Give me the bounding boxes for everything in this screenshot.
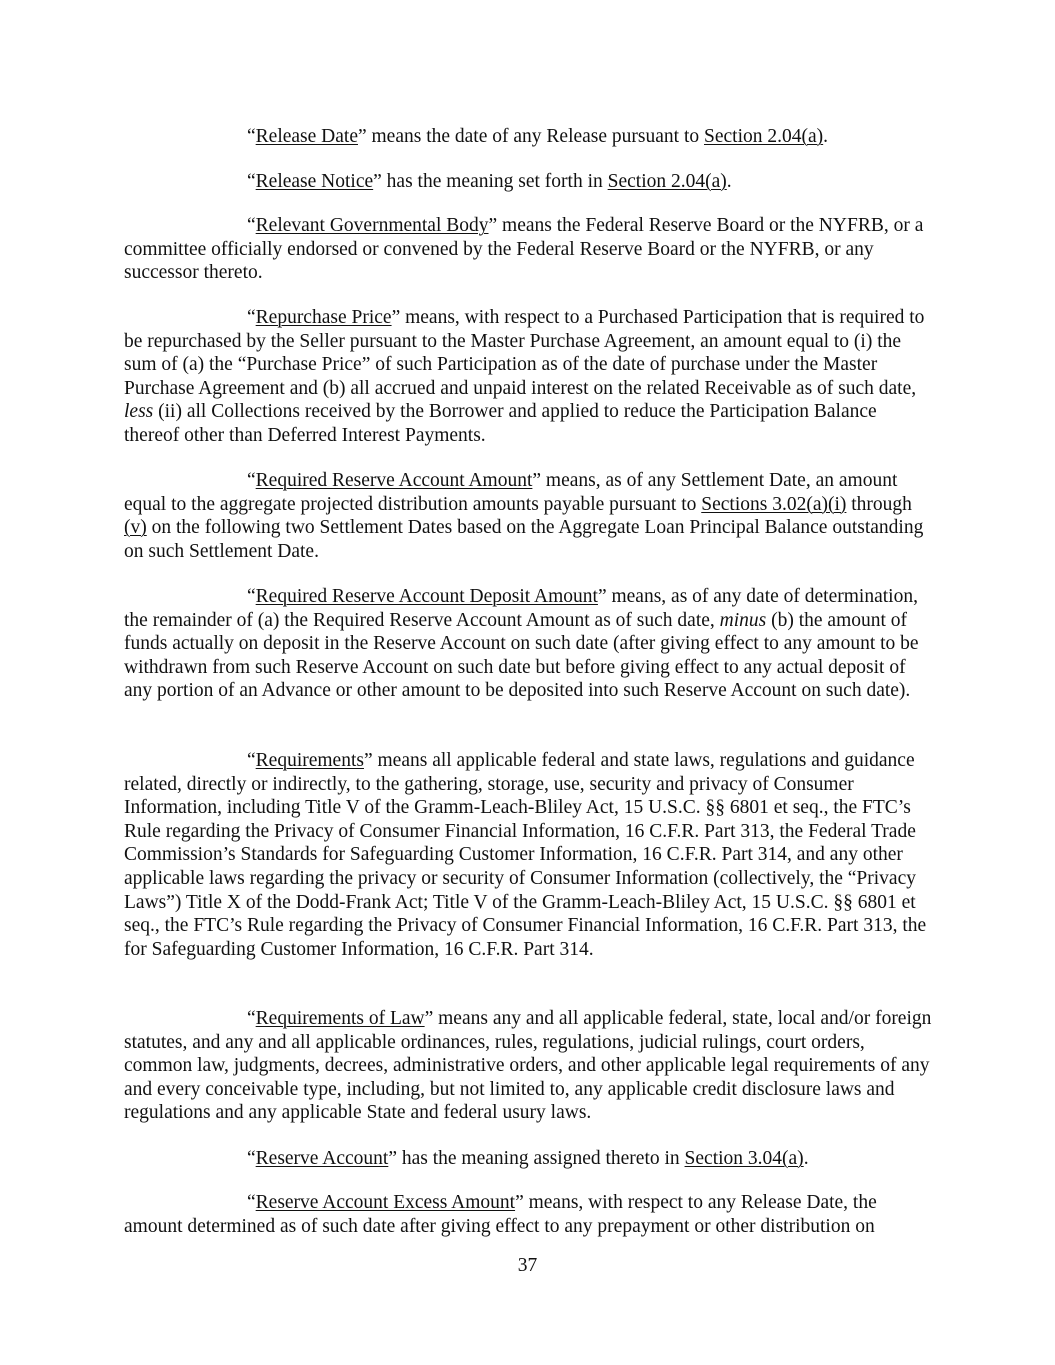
defined-term: Repurchase Price (255, 307, 392, 328)
definition-repurchase-price: “Repurchase Price” means, with respect to a Purchased Participation that is required to be repurchased by the Seller pursuant to the Master Purchase Agreement, an amount equal to (i) the sum of (a) the “Purchase Price” of such Participation as of the date of purchase under the Master Purchase Agreement and (b) all accrued and unpaid interest on the related Receivable as of such date, less (ii) all Collections received by the Borrower and applied to reduce the Participation Balance thereof other than Deferred Interest Payments. (124, 307, 925, 446)
section-reference: Section 2.04(a) (607, 171, 727, 192)
definition-requirements-of-law: “Requirements of Law” means any and all applicable federal, state, local and/or foreign statutes, and any and all applicable ordinances, rules, regulations, judicial rulings, court orders, common law, judgments, decrees, administrative orders, and other applicable legal requirements of any and every conceivable type, including, but not limited to, any applicable credit disclosure laws and regulations and any applicable State and federal usury laws. (124, 1008, 932, 1124)
defined-term: Required Reserve Account Deposit Amount (255, 586, 598, 607)
definition-required-reserve-account-deposit-amount: “Required Reserve Account Deposit Amount” means, as of any date of determination, the remainder of (a) the Required Reserve Account Amount as of such date, minus (b) the amount of funds actually on deposit in the Reserve Account on such date (after giving effect to any amount to be withdrawn from such Reserve Account on such date but before giving effect to any actual deposit of any portion of an Advance or other amount to be deposited into such Reserve Account on such date). (124, 586, 919, 702)
defined-term: Required Reserve Account Amount (255, 470, 533, 491)
definition-release-notice: “Release Notice” has the meaning set forth in Section 2.04(a). (247, 171, 732, 192)
defined-term: Release Date (255, 126, 358, 147)
defined-term: Requirements of Law (255, 1008, 425, 1029)
section-reference: Section 3.04(a) (684, 1148, 804, 1169)
defined-term: Release Notice (255, 171, 374, 192)
defined-term: Reserve Account Excess Amount (255, 1192, 516, 1213)
defined-term: Requirements (255, 750, 364, 771)
page-number: 37 (517, 1255, 538, 1276)
definition-required-reserve-account-amount: “Required Reserve Account Amount” means, as of any Settlement Date, an amount equal to the aggregate projected distribution amounts payable pursuant to Sections 3.02(a)(i) through (v) on the following two Settlement Dates based on the Aggregate Loan Principal Balance outstanding on such Settlement Date. (124, 470, 924, 562)
defined-term: Relevant Governmental Body (255, 215, 489, 236)
definition-requirements: “Requirements” means all applicable federal and state laws, regulations and guidance related, directly or indirectly, to the gathering, storage, use, security and privacy of Consumer Information, including Title V of the Gramm-Leach-Bliley Act, 15 U.S.C. §§ 6801 et seq., the FTC’s Rule regarding the Privacy of Consumer Financial Information, 16 C.F.R. Part 313, the Federal Trade Commission’s Standards for Safeguarding Customer Information, 16 C.F.R. Part 314, and any other applicable laws regarding the privacy or security of Consumer Information (collectively, the “Privacy Laws”) Title X of the Dodd-Frank Act; Title V of the Gramm-Leach-Bliley Act, 15 U.S.C. §§ 6801 et seq., the FTC’s Rule regarding the Privacy of Consumer Financial Information, 16 C.F.R. Part 313, the for Safeguarding Customer Information, 16 C.F.R. Part 314. (124, 750, 927, 960)
section-reference: Sections 3.02(a)(i) (701, 493, 847, 515)
definition-release-date: “Release Date” means the date of any Release pursuant to Section 2.04(a). (247, 126, 829, 147)
section-reference: (v) (124, 517, 147, 539)
definition-reserve-account-excess-amount: “Reserve Account Excess Amount” means, with respect to any Release Date, the amount determined as of such date after giving effect to any prepayment or other distribution on (124, 1192, 877, 1237)
definition-reserve-account: “Reserve Account” has the meaning assigned thereto in Section 3.04(a). (247, 1148, 809, 1169)
definition-relevant-governmental-body: “Relevant Governmental Body” means the Federal Reserve Board or the NYFRB, or a committee officially endorsed or convened by the Federal Reserve Board or the NYFRB, or any successor thereto. (124, 215, 924, 284)
defined-term: Reserve Account (255, 1148, 389, 1169)
section-reference: Section 2.04(a) (704, 126, 824, 147)
